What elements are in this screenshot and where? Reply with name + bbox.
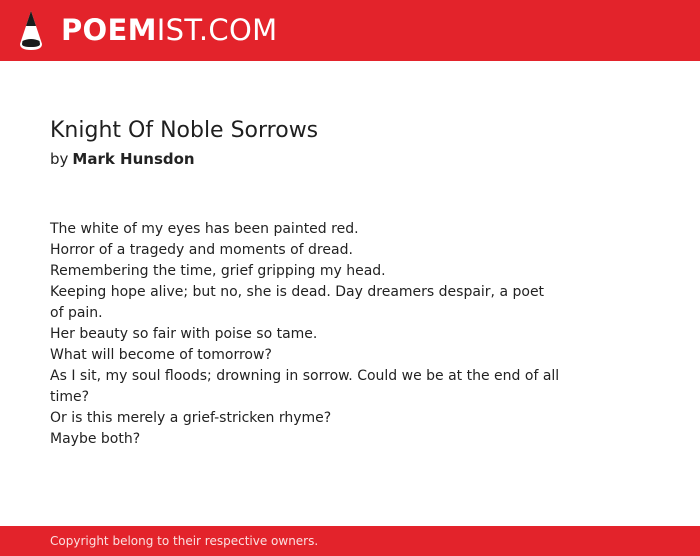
poem-line: What will become of tomorrow? [50, 347, 272, 363]
by-label: by [50, 150, 69, 168]
poem-line: Maybe both? [50, 431, 141, 447]
poem-line: Or is this merely a grief-stricken rhyme? [50, 410, 332, 426]
copyright-text: Copyright belong to their respective owners. [50, 534, 319, 548]
brand-light-part: IST.COM [156, 13, 278, 47]
brand-bold-part: POEM [61, 13, 157, 47]
poem-line: Her beauty so fair with poise so tame. [50, 326, 318, 342]
poem-line: The white of my eyes has been painted red. [50, 221, 359, 237]
site-header [0, 0, 700, 61]
byline [50, 149, 195, 169]
poem-title: Knight Of Noble Sorrows [50, 118, 319, 143]
poem-line: Remembering the time, grief gripping my head. [50, 263, 386, 279]
site-footer [0, 526, 700, 556]
author-name: Mark Hunsdon [72, 150, 195, 168]
poem-line: Keeping hope alive; but no, she is dead. Day dreamers despair, a poet of pain. [50, 284, 545, 321]
poem-body [50, 219, 560, 450]
pen-nib-icon[interactable] [18, 10, 44, 52]
site-logo-wordmark[interactable] [61, 12, 277, 48]
poem-line: As I sit, my soul floods; drowning in sorrow. Could we be at the end of all time? [50, 368, 560, 405]
poem-line: Horror of a tragedy and moments of dread. [50, 242, 353, 258]
